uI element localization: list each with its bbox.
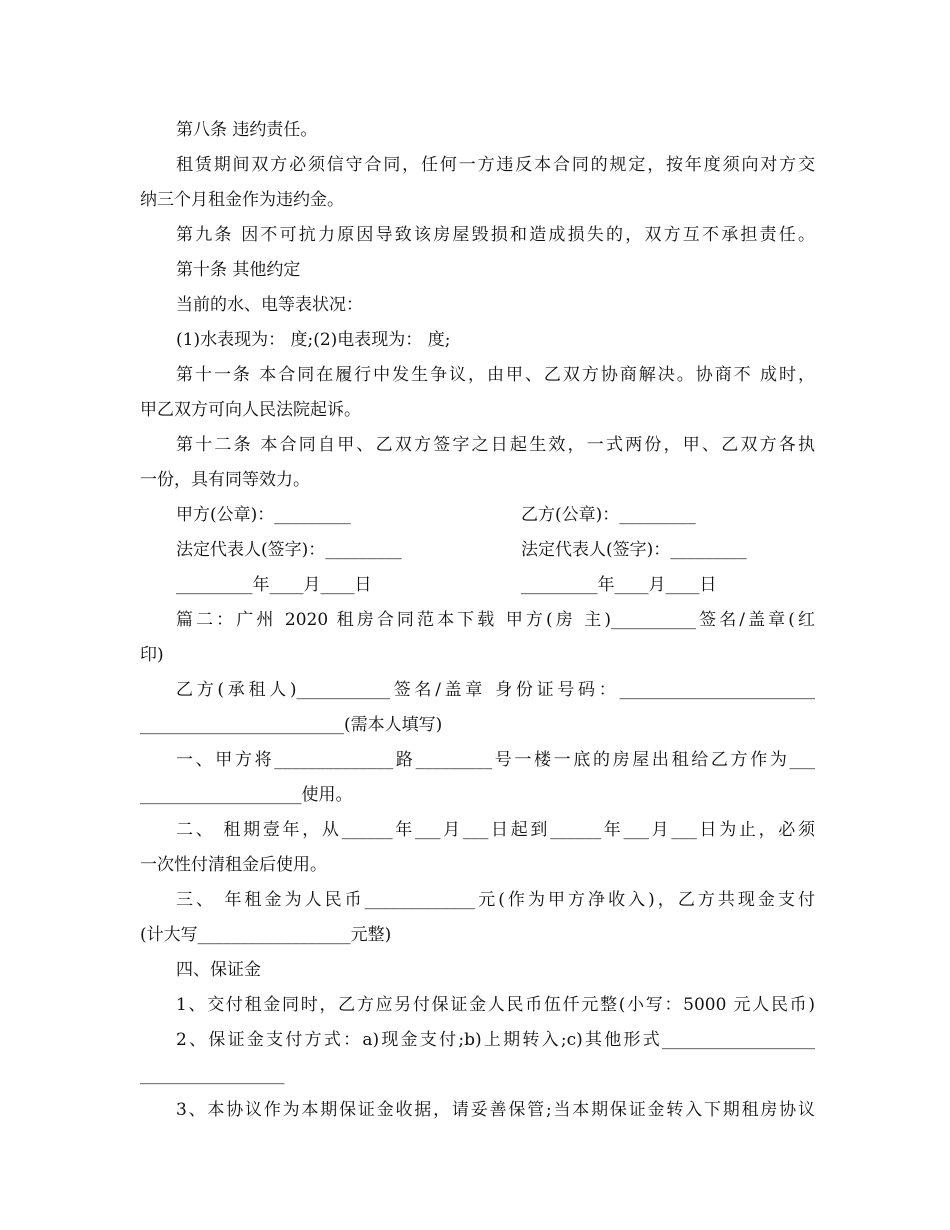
party-b-representative-field: 法定代表人(签字)：_________ bbox=[521, 540, 747, 560]
deposit-item-1: 1、交付租金同时，乙方应另付保证金人民币伍仟元整(小写：5000 元人民币) bbox=[176, 995, 815, 1015]
clause-3-line: 三、 年租金为人民币_____________元(作为甲方净收入)，乙方共现金支付 bbox=[176, 890, 815, 910]
party-a-date-field: _________年____月____日 bbox=[176, 575, 372, 595]
paragraph-line: ________________________(需本人填写) bbox=[140, 715, 443, 735]
paragraph-line: 甲乙双方可向人民法院起诉。 bbox=[140, 400, 361, 420]
paragraph-line: 一份，具有同等效力。 bbox=[140, 470, 310, 490]
paragraph-line: _________________ bbox=[140, 1065, 285, 1085]
paragraph-line: (计大写__________________元整) bbox=[140, 925, 392, 945]
paragraph-line: 租赁期间双方必须信守合同，任何一方违反本合同的规定，按年度须向对方交 bbox=[176, 155, 815, 175]
article-12-line: 第十二条 本合同自甲、乙双方签字之日起生效，一式两份，甲、乙双方各执 bbox=[176, 435, 815, 455]
paragraph-line: 纳三个月租金作为违约金。 bbox=[140, 190, 344, 210]
tenant-line: 乙方(承租人)___________签名/盖章 身份证号码：_______________________ bbox=[176, 680, 815, 700]
article-11-line: 第十一条 本合同在履行中发生争议，由甲、乙双方协商解决。协商不 成时， bbox=[176, 365, 815, 385]
article-9-line: 第九条 因不可抗力原因导致该房屋毁损和造成损失的，双方互不承担责任。 bbox=[176, 225, 815, 245]
paragraph-line: 一次性付清租金后使用。 bbox=[140, 855, 327, 875]
article-8-heading: 第八条 违约责任。 bbox=[176, 120, 318, 140]
clause-4-heading: 四、保证金 bbox=[176, 960, 261, 980]
clause-2-line: 二、 租期壹年，从______年___月___日起到______年___月___日为止，必须 bbox=[176, 820, 815, 840]
party-a-seal-field: 甲方(公章)：_________ bbox=[176, 505, 351, 525]
paragraph-line: 印) bbox=[140, 645, 164, 665]
party-a-representative-field: 法定代表人(签字)：_________ bbox=[176, 540, 402, 560]
paragraph-line: ___________________使用。 bbox=[140, 785, 353, 805]
party-b-date-field: _________年____月____日 bbox=[521, 575, 717, 595]
section-2-title-line: 篇二：广州 2020 租房合同范本下载 甲方(房 主)__________签名/盖章(红 bbox=[176, 610, 815, 630]
paragraph-line: 当前的水、电等表状况： bbox=[176, 295, 363, 315]
article-10-heading: 第十条 其他约定 bbox=[176, 260, 301, 280]
party-b-seal-field: 乙方(公章)：_________ bbox=[521, 505, 696, 525]
deposit-item-2: 2、保证金支付方式：a)现金支付;b)上期转入;c)其他形式__________________ bbox=[176, 1030, 815, 1050]
deposit-item-3: 3、本协议作为本期保证金收据，请妥善保管;当本期保证金转入下期租房协议 bbox=[176, 1100, 815, 1120]
clause-1-line: 一、甲方将______________路_________号一楼一底的房屋出租给乙方作为___ bbox=[176, 750, 815, 770]
meter-readings-line: (1)水表现为： 度;(2)电表现为： 度; bbox=[176, 330, 451, 350]
